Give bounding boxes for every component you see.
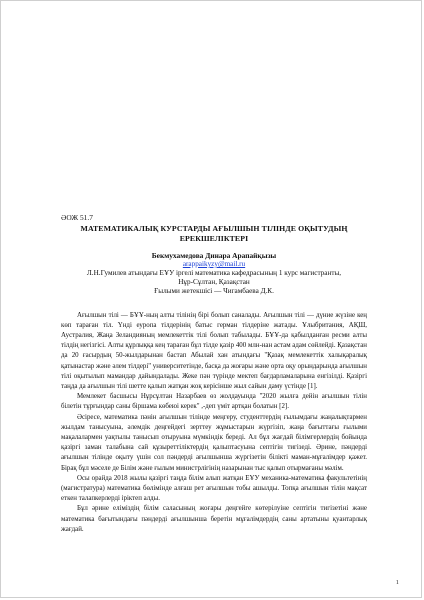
paragraph: Бұл әрине еліміздің білім саласының жоғары деңгейге көтерілуіне септігін тигізетіні және математика бағытындағы пәндерді ағылшынша беретін мұғалімдердің саны артатыны қуантарлық жағдай.: [61, 505, 367, 533]
author-affiliation: [61, 269, 367, 297]
title-line-1: МАТЕМАТИКАЛЫҚ КУРСТАРДЫ АҒЫЛШЫН ТІЛІНДЕ ОҚЫТУДЫҢ: [80, 224, 348, 233]
udc-code: ӘОЖ 51.7: [61, 213, 93, 222]
paragraph: Мемлекет басшысы Нұрсұлтан Назарбаев өз жолдауында "2020 жылға дейін ағылшын тілін білетін тұрғындар саны біршама көбеюі керек" ,-деп үміт артқан болатын [2].: [61, 393, 367, 411]
page-number: 1: [395, 579, 399, 586]
affiliation-line: Л.Н.Гумилев атындағы ЕҰУ іргелі математика кафедрасының 1 курс магистранты,: [86, 269, 342, 277]
scientific-advisor: Ғылыми жетекшісі — Чигамбаева Д.К.: [154, 287, 274, 296]
paragraph: Осы орайда 2018 жылы қазіргі таңда білім алып жатқан ЕҰУ механика-математика факультетінің (магистратура) математика бөлімінде алғаш рет ағылшын тобы ашылды. Топқа ағылшын тілін мақсат еткен талапкерлерді іріктеп алды.: [61, 474, 367, 503]
title-line-2: ЕРЕКШЕЛІКТЕРІ: [179, 234, 249, 243]
article-body: [61, 213, 367, 535]
author-name: Бекмухамедова Динара Арапайқызы: [151, 251, 277, 260]
paragraph: Ағылшын тілі — БҰҰ-ның алты тілінің бірі болып саналады. Ағылшын тілі — дүние жүзіне кең көп тараған тіл. Үнді еуропа тілдерінің батыс герман тілдеріне жатады. Ұлыбритания, АҚШ, Аустралия, Жаңа Зеландияның мемлекеттік тілі болып табылады. БҰҰ-да қабылданған ресми алты тілдің негізгісі. Алты құрлыққа кең тараған бұл тілде қазір 400 млн-нан астам адам сөйлейді. Қазақстан да 20 ғасырдың 50-жылдарынан бастап Абылай хан атындағы "Қазақ мемлекеттік халықаралық қатынастар және әлем тілдері" университетінде, басқа да жоғары және орта оқу орындарында ағылшын тілі оқытылып мамандар дайындалады. Жеке пән түрінде мектеп бағдарламаларына енгізілді. Қазіргі таңда да ағылшын тілі шетте қалып жатқан жоқ керісінше жыл сайын даму үстінде [1].: [61, 311, 367, 391]
paragraph: Әсіресе, математика пәнін ағылшын тілінде меңгеру, студенттердің ғылымдағы жаңалықтармен жылдам танысуына, әлемдік деңгейдегі зерттеу жұмыстарын жүргізіп, жаңа бағыттағы ғылыми мақалалармен уақтылы танысып отыруына мүмкіндік береді. Ал бұл жағдай білімгерлердің бойында қазіргі заман талабына сай құзыреттіліктердің қалыптасуына септігін тигізеді. Әрине, пәндерді ағылшын тілінде оқыту үшін сол пәндерді ағылшынша жүргізетін білікті маман-мұғалімдер қажет. Бірақ бұл мәселе де Білім және ғылым министрлігінің назарынан тыс қалып отырмағаны мәлім.: [61, 413, 367, 472]
author-email-link[interactable]: arappaikyzy@mail.ru: [182, 260, 246, 268]
affiliation-city: Нұр-Сұлтан, Қазақстан: [178, 278, 250, 287]
article-title: [61, 224, 367, 244]
